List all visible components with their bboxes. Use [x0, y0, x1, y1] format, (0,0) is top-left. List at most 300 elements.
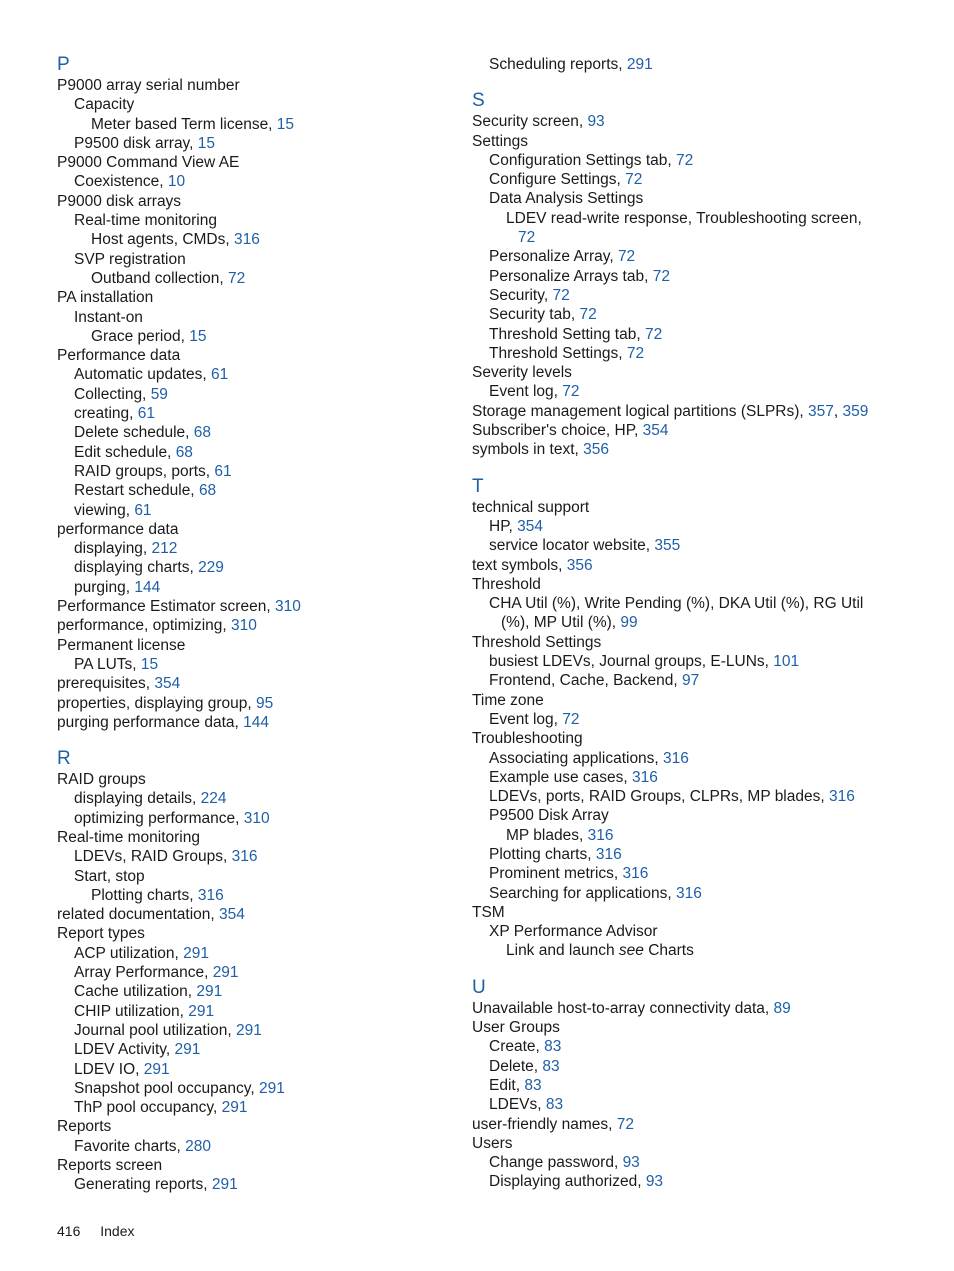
entry-term: Cache utilization,	[74, 983, 197, 1001]
page-link[interactable]: 316	[595, 845, 622, 863]
entry-term: technical support	[472, 498, 590, 516]
index-letter-heading: R	[57, 748, 71, 770]
index-entry	[57, 944, 457, 963]
page-separator: ,	[833, 402, 843, 420]
index-entry	[57, 172, 457, 191]
index-entry	[472, 864, 912, 883]
index-entry	[472, 170, 912, 189]
entry-term: P9000 Command View AE	[57, 154, 240, 172]
page-link[interactable]: 61	[134, 501, 152, 519]
index-entry	[57, 211, 457, 230]
page-link[interactable]: 93	[587, 113, 605, 131]
index-entry	[57, 76, 457, 95]
page-link[interactable]: 101	[773, 653, 800, 671]
entry-term: Real-time monitoring	[74, 212, 217, 230]
index-entry	[472, 729, 912, 748]
entry-term: Permanent license	[57, 636, 186, 654]
entry-term: PA LUTs,	[74, 655, 141, 673]
entry-term: Frontend, Cache, Backend,	[489, 672, 683, 690]
entry-term: optimizing performance,	[74, 809, 244, 827]
page-link[interactable]: 144	[243, 713, 269, 731]
entry-term: RAID groups	[57, 771, 146, 789]
page-link[interactable]: 316	[231, 848, 258, 866]
index-entry	[472, 382, 912, 401]
page-link[interactable]: 95	[256, 694, 274, 712]
entry-term: Edit,	[489, 1076, 525, 1094]
entry-term: Delete,	[489, 1057, 543, 1075]
index-entry	[57, 1175, 457, 1194]
entry-term: service locator website,	[489, 537, 655, 555]
page-link[interactable]: 72	[579, 306, 597, 324]
entry-term: P9000 array serial number	[57, 77, 240, 94]
page-link[interactable]: 68	[198, 482, 217, 500]
entry-term: ACP utilization,	[74, 944, 184, 962]
entry-term: Report types	[57, 925, 145, 943]
index-entry	[472, 999, 912, 1018]
page-link[interactable]: 291	[236, 1021, 262, 1039]
entry-term: MP blades,	[506, 826, 588, 844]
entry-term: Plotting charts,	[489, 845, 596, 863]
entry-term: Performance data	[57, 347, 181, 365]
page-link[interactable]: 212	[151, 540, 178, 558]
index-entry	[57, 558, 457, 577]
index-entry	[472, 1172, 912, 1191]
page-link[interactable]: 229	[198, 559, 224, 577]
page-link[interactable]: 291	[174, 1041, 201, 1059]
index-entry	[472, 845, 912, 864]
index-entry	[57, 385, 457, 404]
index-entry	[57, 1079, 457, 1098]
index-entry	[57, 655, 457, 674]
index-entry	[57, 1060, 457, 1079]
page-link[interactable]: 72	[626, 344, 645, 362]
index-entry	[472, 903, 912, 922]
page-link[interactable]: 354	[517, 517, 544, 535]
page-link[interactable]: 72	[675, 151, 694, 169]
entry-term: LDEVs, RAID Groups,	[74, 848, 232, 866]
entry-term: purging,	[74, 578, 135, 596]
index-entry	[472, 286, 912, 305]
index-entry	[472, 132, 912, 151]
index-entry	[57, 1117, 457, 1136]
page-link[interactable]: 61	[211, 366, 229, 384]
page-link[interactable]: 356	[583, 441, 609, 459]
entry-term: Threshold	[472, 575, 541, 593]
page-link[interactable]: 354	[642, 422, 669, 440]
index-entry	[57, 963, 457, 982]
index-entry	[57, 1156, 457, 1175]
entry-term: Data Analysis Settings	[489, 190, 644, 208]
index-entry	[57, 924, 457, 943]
page-link[interactable]: 93	[622, 1154, 640, 1172]
index-entry	[57, 230, 457, 249]
index-entry	[472, 806, 912, 825]
entry-term: Severity levels	[472, 364, 572, 382]
page-number: 416	[57, 1223, 81, 1239]
entry-term: Create,	[489, 1038, 545, 1056]
entry-term: Reports screen	[57, 1157, 163, 1175]
page-link[interactable]: 72	[562, 710, 580, 728]
index-entry	[57, 404, 457, 423]
entry-term: Personalize Array,	[489, 248, 618, 266]
entry-term: P9500 Disk Array	[489, 807, 609, 825]
page-link[interactable]: 61	[214, 462, 232, 480]
entry-term: symbols in text,	[472, 441, 584, 459]
page-link[interactable]: 316	[587, 826, 614, 844]
index-entry	[57, 481, 457, 500]
page-link[interactable]: 72	[617, 248, 636, 266]
entry-term: Meter based Term license,	[91, 115, 277, 133]
entry-term: Coexistence,	[74, 173, 168, 191]
index-entry	[472, 1153, 912, 1172]
entry-term: Event log,	[489, 710, 563, 728]
entry-term: Outband collection,	[91, 269, 229, 287]
index-entry	[472, 325, 912, 344]
index-entry	[57, 269, 457, 288]
index-entry	[472, 594, 912, 613]
page-link[interactable]: 93	[645, 1173, 664, 1191]
page-link[interactable]: 316	[234, 231, 260, 249]
entry-term: related documentation,	[57, 906, 219, 924]
entry-term: Instant-on	[74, 308, 143, 326]
entry-term: LDEV IO,	[74, 1060, 144, 1078]
page-link[interactable]: 224	[200, 790, 227, 808]
entry-term: PA installation	[57, 289, 154, 307]
entry-term: performance data	[57, 520, 179, 538]
index-entry	[472, 633, 912, 652]
entry-term: Storage management logical partitions (SLPRs),	[472, 402, 808, 420]
page-link[interactable]: 72	[562, 383, 580, 401]
index-entry	[57, 95, 457, 114]
page-link[interactable]: 316	[663, 749, 689, 767]
index-entry	[472, 826, 912, 845]
entry-term: Collecting,	[74, 385, 151, 403]
index-entry	[472, 498, 912, 517]
index-entry	[472, 1037, 912, 1056]
entry-term: text symbols,	[472, 556, 567, 574]
index-entry	[472, 1018, 912, 1037]
entry-term: Automatic updates,	[74, 366, 211, 384]
index-entry	[472, 671, 912, 690]
index-entry	[472, 884, 912, 903]
entry-term: P9000 disk arrays	[57, 192, 182, 210]
page-link[interactable]: 68	[193, 424, 212, 442]
entry-term: LDEV read-write response, Troubleshooting screen,	[506, 209, 862, 227]
entry-term: Settings	[472, 132, 529, 150]
index-entry	[472, 305, 912, 324]
entry-term: P9500 disk array,	[74, 134, 198, 152]
index-entry	[472, 151, 912, 170]
page-link[interactable]: 72	[518, 229, 536, 247]
page-link[interactable]: 72	[616, 1115, 634, 1133]
entry-term: ThP pool occupancy,	[74, 1099, 222, 1117]
index-entry	[57, 905, 457, 924]
entry-term: Unavailable host-to-array connectivity data,	[472, 999, 774, 1017]
index-entry	[472, 402, 912, 421]
page-link[interactable]: 291	[626, 56, 653, 73]
page-link[interactable]: 68	[175, 443, 193, 461]
index-entry	[57, 192, 457, 211]
entry-term: Grace period,	[91, 327, 190, 345]
page-link[interactable]: 72	[652, 267, 670, 285]
index-entry	[57, 809, 457, 828]
index-entry	[472, 228, 912, 247]
index-entry	[57, 134, 457, 153]
entry-term: Change password,	[489, 1154, 623, 1172]
entry-term: Delete schedule,	[74, 424, 194, 442]
index-letter-heading: T	[472, 475, 484, 497]
page-footer	[57, 1223, 135, 1239]
page-link[interactable]: 310	[243, 809, 270, 827]
index-entry	[472, 344, 912, 363]
entry-term: properties, displaying group,	[57, 694, 257, 712]
index-entry	[472, 1095, 912, 1114]
entry-term: Displaying authorized,	[489, 1173, 646, 1191]
entry-term: Real-time monitoring	[57, 828, 200, 846]
entry-term: SVP registration	[74, 250, 186, 268]
page-link[interactable]: 291	[188, 1002, 215, 1020]
index-entry	[57, 867, 457, 886]
page-link[interactable]: 316	[828, 788, 855, 806]
page-link[interactable]: 291	[221, 1099, 248, 1117]
entry-term: LDEV Activity,	[74, 1041, 175, 1059]
index-entry	[57, 713, 457, 732]
entry-term: prerequisites,	[57, 675, 155, 693]
page-link[interactable]: 291	[258, 1079, 285, 1097]
page-link[interactable]: 97	[682, 672, 700, 690]
entry-term: Array Performance,	[74, 964, 213, 982]
index-entry	[57, 288, 457, 307]
entry-term: creating,	[74, 405, 138, 423]
index-entry	[57, 346, 457, 365]
entry-term: (%), MP Util (%),	[501, 614, 621, 632]
page-link[interactable]: 72	[644, 325, 663, 343]
entry-term: Subscriber's choice, HP,	[472, 422, 643, 440]
entry-term: CHA Util (%), Write Pending (%), DKA Util (%), RG Util	[489, 595, 864, 613]
page-link[interactable]: 99	[620, 614, 638, 632]
entry-term: Security screen,	[472, 113, 588, 131]
index-entry	[472, 768, 912, 787]
index-entry	[57, 636, 457, 655]
entry-term: viewing,	[74, 501, 135, 519]
index-entry	[57, 520, 457, 539]
page-link[interactable]: 354	[154, 675, 181, 693]
index-entry	[472, 189, 912, 208]
page-link[interactable]: 83	[524, 1076, 542, 1094]
page-link[interactable]: 89	[773, 999, 791, 1017]
index-entry	[57, 578, 457, 597]
index-entry	[57, 1040, 457, 1059]
index-entry	[472, 1076, 912, 1095]
index-column-left	[57, 55, 457, 1195]
index-entry	[472, 556, 912, 575]
page-link[interactable]: 310	[274, 598, 301, 616]
index-entry	[472, 749, 912, 768]
index-entry	[472, 652, 912, 671]
index-entry	[57, 462, 457, 481]
entry-term: Troubleshooting	[472, 730, 583, 748]
entry-term: displaying charts,	[74, 559, 199, 577]
page-link[interactable]: 83	[544, 1038, 562, 1056]
page-link[interactable]: 291	[212, 964, 239, 982]
index-entry	[472, 421, 912, 440]
entry-term: performance, optimizing,	[57, 617, 232, 635]
page-link[interactable]: 15	[276, 115, 295, 133]
index-entry	[57, 501, 457, 520]
index-entry	[472, 710, 912, 729]
entry-term: User Groups	[472, 1019, 560, 1037]
entry-term: Journal pool utilization,	[74, 1021, 236, 1039]
index-entry	[57, 308, 457, 327]
page-link[interactable]: 10	[167, 173, 186, 191]
entry-term: LDEVs,	[489, 1096, 546, 1114]
index-entry	[57, 327, 457, 346]
entry-term: Users	[472, 1134, 513, 1152]
index-entry	[57, 597, 457, 616]
page-link[interactable]: 280	[185, 1137, 211, 1155]
index-entry	[472, 440, 912, 459]
page-link[interactable]: 72	[625, 171, 643, 189]
page-link[interactable]: 291	[211, 1176, 238, 1194]
index-entry	[57, 789, 457, 808]
page-link[interactable]: 359	[842, 402, 869, 420]
index-entry	[57, 1021, 457, 1040]
page-link[interactable]: 357	[808, 402, 834, 420]
page-link[interactable]: 15	[189, 327, 207, 345]
index-entry	[472, 922, 912, 941]
page-link[interactable]: 356	[566, 556, 593, 574]
index-entry	[57, 828, 457, 847]
page-link[interactable]: 61	[137, 405, 156, 423]
see-target: Charts	[643, 942, 694, 960]
entry-term: Scheduling reports,	[489, 56, 627, 73]
index-entry	[472, 209, 912, 228]
entry-term: Favorite charts,	[74, 1137, 186, 1155]
entry-term: RAID groups, ports,	[74, 462, 215, 480]
index-entry	[57, 982, 457, 1001]
index-entry	[57, 365, 457, 384]
entry-term: Snapshot pool occupancy,	[74, 1079, 259, 1097]
page-link[interactable]: 144	[134, 578, 161, 596]
index-entry	[57, 1002, 457, 1021]
entry-term: Time zone	[472, 691, 544, 709]
page-link[interactable]: 15	[140, 655, 159, 673]
index-column-right	[472, 55, 912, 1192]
index-entry	[472, 941, 912, 960]
index-entry	[472, 575, 912, 594]
entry-term: Restart schedule,	[74, 482, 199, 500]
entry-term: user-friendly names,	[472, 1115, 617, 1133]
index-entry	[472, 363, 912, 382]
index-entry	[57, 694, 457, 713]
index-entry	[57, 886, 457, 905]
entry-term: Link and launch	[506, 942, 619, 960]
page-link[interactable]: 15	[197, 134, 216, 152]
page-link[interactable]: 354	[219, 906, 245, 924]
page-link[interactable]: 316	[632, 768, 658, 786]
index-entry	[472, 1057, 912, 1076]
entry-term: HP,	[489, 517, 518, 535]
page-link[interactable]: 72	[552, 286, 570, 304]
entry-term: XP Performance Advisor	[489, 923, 658, 941]
page-link[interactable]: 316	[622, 865, 649, 883]
page-link[interactable]: 291	[196, 983, 223, 1001]
page-link[interactable]: 72	[228, 269, 246, 287]
entry-term: Personalize Arrays tab,	[489, 267, 653, 285]
entry-term: displaying details,	[74, 790, 201, 808]
page-link[interactable]: 355	[654, 537, 681, 555]
index-entry	[57, 539, 457, 558]
index-entry	[57, 847, 457, 866]
index-letter-heading: U	[472, 976, 486, 998]
index-entry	[472, 55, 912, 74]
page-link[interactable]: 310	[231, 617, 257, 635]
entry-term: Threshold Settings,	[489, 344, 627, 362]
entry-term: Security tab,	[489, 306, 580, 324]
index-entry	[57, 616, 457, 635]
entry-term: Searching for applications,	[489, 884, 676, 902]
index-entry	[57, 1098, 457, 1117]
index-entry	[57, 443, 457, 462]
entry-term: Example use cases,	[489, 768, 633, 786]
entry-term: Performance Estimator screen,	[57, 598, 275, 616]
index-entry	[57, 423, 457, 442]
entry-term: purging performance data,	[57, 713, 244, 731]
page-link[interactable]: 316	[675, 884, 702, 902]
entry-term: Configuration Settings tab,	[489, 151, 676, 169]
entry-term: Threshold Setting tab,	[489, 325, 645, 343]
entry-term: Reports	[57, 1118, 112, 1136]
index-letter-heading: P	[57, 54, 70, 75]
index-entry	[472, 112, 912, 131]
page-link[interactable]: 59	[150, 385, 168, 403]
footer-section: Index	[100, 1223, 135, 1239]
index-entry	[472, 691, 912, 710]
entry-term: busiest LDEVs, Journal groups, E-LUNs,	[489, 653, 774, 671]
page-link[interactable]: 83	[542, 1057, 560, 1075]
index-entry	[472, 613, 912, 632]
page-link[interactable]: 316	[197, 886, 224, 904]
entry-term: Generating reports,	[74, 1176, 212, 1194]
index-entry	[472, 1115, 912, 1134]
entry-term: Host agents, CMDs,	[91, 231, 234, 249]
entry-term: Security,	[489, 286, 553, 304]
index-entry	[472, 787, 912, 806]
index-entry	[472, 1134, 912, 1153]
index-letter-heading: S	[472, 90, 485, 112]
index-entry	[472, 517, 912, 536]
entry-term: Associating applications,	[489, 749, 664, 767]
page-link[interactable]: 291	[183, 944, 210, 962]
page-link[interactable]: 83	[545, 1096, 564, 1114]
entry-term: displaying,	[74, 540, 152, 558]
index-entry	[472, 536, 912, 555]
entry-term: Event log,	[489, 383, 563, 401]
index-entry	[57, 153, 457, 172]
entry-term: CHIP utilization,	[74, 1002, 189, 1020]
entry-term: Capacity	[74, 96, 135, 114]
index-entry	[472, 267, 912, 286]
index-entry	[57, 674, 457, 693]
entry-term: Plotting charts,	[91, 886, 198, 904]
index-entry	[57, 250, 457, 269]
entry-term: Edit schedule,	[74, 443, 176, 461]
page-link[interactable]: 291	[143, 1060, 170, 1078]
entry-term: Start, stop	[74, 867, 145, 885]
index-entry	[57, 115, 457, 134]
entry-term: Threshold Settings	[472, 633, 602, 651]
see-reference: see	[618, 942, 644, 960]
